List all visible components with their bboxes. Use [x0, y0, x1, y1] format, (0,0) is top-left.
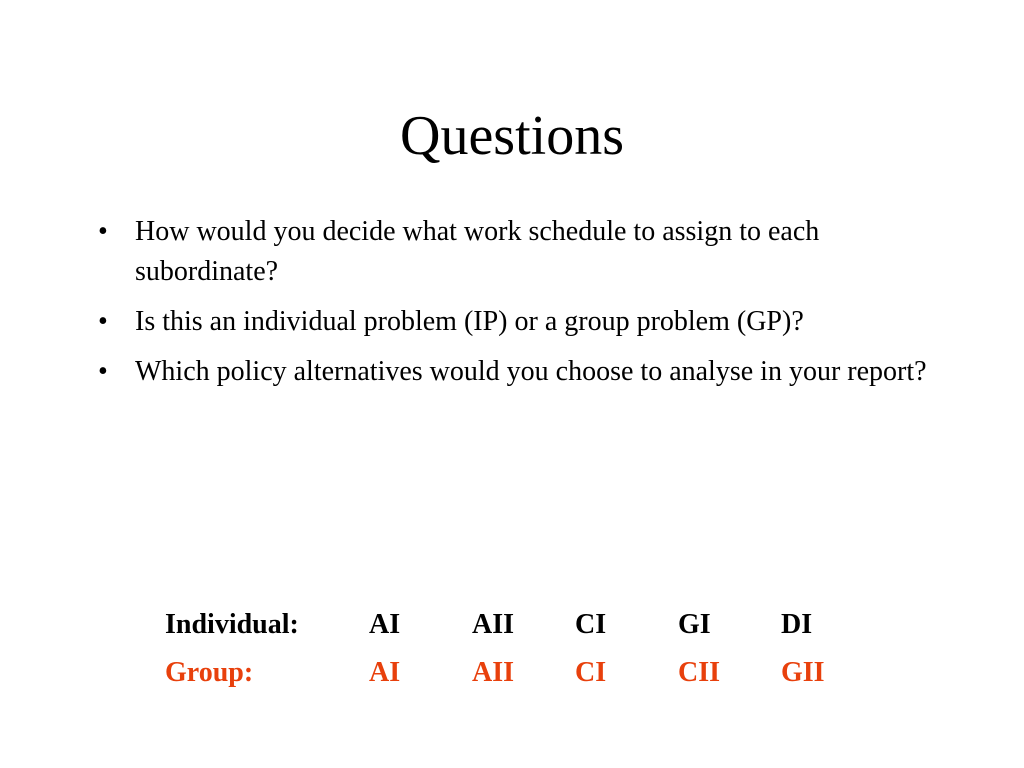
group-cell: AI — [369, 657, 401, 688]
individual-cell: DI — [781, 609, 813, 640]
bullet-item — [95, 212, 945, 292]
bullet-text: Is this an individual problem (IP) or a group problem (GP)? — [135, 306, 804, 337]
individual-cell: CI — [575, 609, 607, 640]
group-cell: CI — [575, 657, 607, 688]
group-cell: GII — [781, 657, 825, 688]
bullet-marker: • — [98, 356, 108, 387]
group-row — [165, 649, 884, 697]
individual-label: Individual: — [165, 609, 299, 640]
bullet-list — [95, 212, 945, 402]
individual-cell: AI — [369, 609, 401, 640]
slide-title: Questions — [400, 105, 624, 167]
bullet-text: How would you decide what work schedule to assign to each subordinate? — [135, 216, 820, 287]
bullet-item — [95, 352, 945, 392]
decision-types-table — [165, 601, 884, 697]
individual-row — [165, 601, 884, 649]
individual-cell: AII — [472, 609, 515, 640]
bullet-item — [95, 302, 945, 342]
individual-cell: GI — [678, 609, 711, 640]
group-cell: CII — [678, 657, 721, 688]
bullet-marker: • — [98, 216, 108, 247]
bullet-marker: • — [98, 306, 108, 337]
bullet-text: Which policy alternatives would you choose to analyse in your report? — [135, 356, 927, 387]
group-label: Group: — [165, 657, 254, 688]
group-cell: AII — [472, 657, 515, 688]
